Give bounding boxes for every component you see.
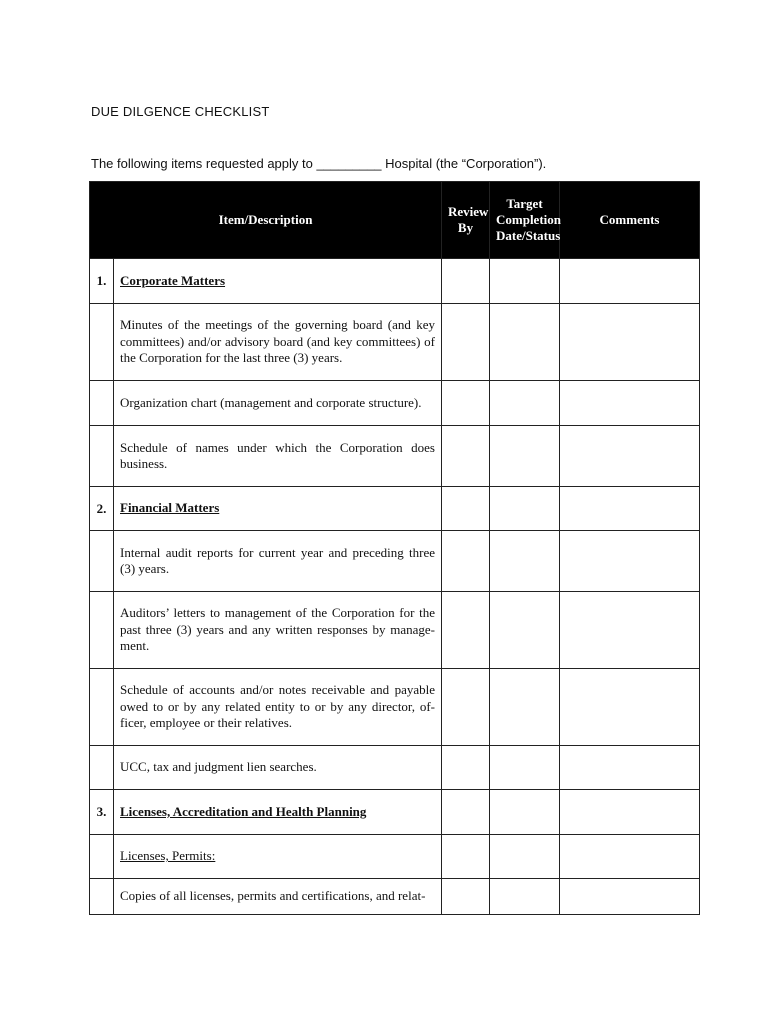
section-title: Licenses, Accreditation and Health Planning — [120, 803, 367, 819]
target-date-cell[interactable] — [490, 381, 560, 426]
review-by-cell[interactable] — [442, 426, 490, 487]
row-number — [90, 381, 114, 426]
comments-cell[interactable] — [560, 531, 700, 592]
target-date-cell[interactable] — [490, 790, 560, 835]
comments-cell[interactable] — [560, 304, 700, 381]
review-by-cell[interactable] — [442, 381, 490, 426]
row-description: Auditors’ letters to management of the Corporation for the past three (3) years and any written responses by manage-ment. — [114, 592, 442, 669]
comments-cell[interactable] — [560, 835, 700, 879]
review-by-cell[interactable] — [442, 487, 490, 531]
row-number: 2. — [90, 487, 114, 531]
row-number — [90, 426, 114, 487]
review-by-cell[interactable] — [442, 879, 490, 915]
row-number — [90, 879, 114, 915]
section-title: Corporate Matters — [120, 272, 226, 288]
comments-cell[interactable] — [560, 426, 700, 487]
table-header-row — [90, 182, 700, 259]
review-by-cell[interactable] — [442, 669, 490, 746]
comments-cell[interactable] — [560, 746, 700, 790]
target-date-cell[interactable] — [490, 879, 560, 915]
table-row — [90, 669, 700, 746]
table-row — [90, 879, 700, 915]
row-description: Schedule of names under which the Corporation does business. — [114, 426, 442, 487]
comments-cell[interactable] — [560, 790, 700, 835]
row-number — [90, 669, 114, 746]
row-number: 3. — [90, 790, 114, 835]
table-row — [90, 487, 700, 531]
target-date-cell[interactable] — [490, 592, 560, 669]
comments-cell[interactable] — [560, 487, 700, 531]
target-date-cell[interactable] — [490, 669, 560, 746]
row-number: 1. — [90, 259, 114, 304]
row-number — [90, 304, 114, 381]
comments-cell[interactable] — [560, 592, 700, 669]
row-number — [90, 835, 114, 879]
row-description: Organization chart (management and corporate structure). — [114, 381, 442, 426]
row-description: Minutes of the meetings of the governing board (and key committees) and/or advisory board (and key committees) of the Corporation for the last three (3) years. — [114, 304, 442, 381]
row-description: Schedule of accounts and/or notes receivable and payable owed to or by any related entity to or by any director, of-ficer, employee or their relatives. — [114, 669, 442, 746]
header-target-completion: Target Completion Date/Status — [490, 182, 560, 259]
review-by-cell[interactable] — [442, 835, 490, 879]
comments-cell[interactable] — [560, 669, 700, 746]
table-row — [90, 531, 700, 592]
row-description — [114, 835, 442, 879]
document-title: DUE DILGENCE CHECKLIST — [91, 104, 270, 119]
review-by-cell[interactable] — [442, 592, 490, 669]
comments-cell[interactable] — [560, 879, 700, 915]
review-by-cell[interactable] — [442, 259, 490, 304]
table-row — [90, 381, 700, 426]
table-row — [90, 592, 700, 669]
header-review-by: Review By — [442, 182, 490, 259]
row-description: UCC, tax and judgment lien searches. — [114, 746, 442, 790]
review-by-cell[interactable] — [442, 304, 490, 381]
comments-cell[interactable] — [560, 381, 700, 426]
row-description: Copies of all licenses, permits and certifications, and relat- — [114, 879, 442, 915]
intro-text: The following items requested apply to _________ Hospital (the “Corporation”). — [91, 156, 547, 171]
header-item-description: Item/Description — [90, 182, 442, 259]
subsection-title: Licenses, Permits: — [120, 848, 216, 864]
row-number — [90, 531, 114, 592]
header-comments: Comments — [560, 182, 700, 259]
section-title: Financial Matters — [120, 500, 220, 516]
row-description — [114, 259, 442, 304]
target-date-cell[interactable] — [490, 304, 560, 381]
table-row — [90, 259, 700, 304]
comments-cell[interactable] — [560, 259, 700, 304]
row-description — [114, 790, 442, 835]
target-date-cell[interactable] — [490, 426, 560, 487]
checklist-table — [89, 181, 700, 915]
target-date-cell[interactable] — [490, 835, 560, 879]
row-number — [90, 746, 114, 790]
row-description: Internal audit reports for current year and preceding three (3) years. — [114, 531, 442, 592]
target-date-cell[interactable] — [490, 259, 560, 304]
table-row — [90, 426, 700, 487]
table-row — [90, 835, 700, 879]
target-date-cell[interactable] — [490, 487, 560, 531]
review-by-cell[interactable] — [442, 790, 490, 835]
row-number — [90, 592, 114, 669]
review-by-cell[interactable] — [442, 531, 490, 592]
row-description — [114, 487, 442, 531]
target-date-cell[interactable] — [490, 746, 560, 790]
table-row — [90, 790, 700, 835]
table-row — [90, 304, 700, 381]
table-row — [90, 746, 700, 790]
target-date-cell[interactable] — [490, 531, 560, 592]
review-by-cell[interactable] — [442, 746, 490, 790]
